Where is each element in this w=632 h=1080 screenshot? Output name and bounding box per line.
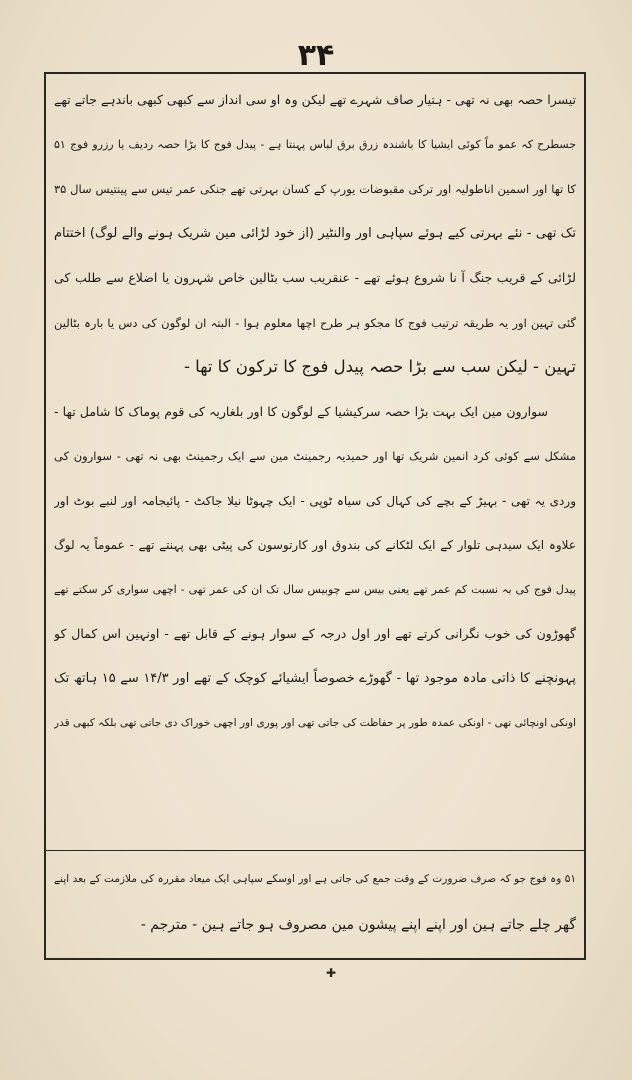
footnote-separator xyxy=(46,850,584,851)
page-number: ۳۴ xyxy=(297,38,335,73)
body-line: پہونچنے کا ذاتی مادہ موجود تھا - گھوڑے خصوصاً ایشیائے کوچک کے تھے اور ۱۴/۳ سے ۱۵ ہاتھ تک xyxy=(54,670,576,686)
footnote xyxy=(54,856,576,952)
body-line: گھوڑون کی خوب نگرانی کرتے تھے اور اول درجہ کے سوار ہونے کے قابل تھے - اونہین اس کمال کو xyxy=(54,626,576,641)
body-line: کا تھا اور اسمین اناطولیہ اور ترکی مقبوضات یورپ کے کسان بہرتی تھے جنکی عمر تیس سے پینتیس سال ۳۵ xyxy=(54,182,576,196)
body-line: تہین - لیکن سب سے بڑا حصہ پیدل فوج کا ترکون کا تھا - xyxy=(183,357,576,376)
body-line: جسطرح کہ عمو ماً کوئی ایشیا کا باشندہ زرق برق لباس پہنتا ہے - پیدل فوج کا بڑا حصہ ردیف یا رزرو فوج ۵۱ xyxy=(54,137,576,151)
footnote-line: گھر چلے جاتے ہین اور اپنے اپنے پیشون مین مصروف ہو جاتے ہین - مترجم - xyxy=(140,917,576,933)
body-line: علاوہ ایک سیدہی تلوار کے ایک لٹکانے کی بندوق اور کارتوسون کی پیٹی بھی پہنتے تھے - عموماً یہ لوگ xyxy=(54,538,576,552)
body-line: مشکل سے کوئی کرد انمین شریک تھا اور حمیدیہ رجمینٹ مین سے ایک رجمینٹ بھی نہ تھی - سوارون کی xyxy=(54,449,576,463)
footnote-line: ۵۱ وہ فوج جو کہ صرف ضرورت کے وقت جمع کی جاتی ہے اور اوسکے سپاہی ایک میعاد مقررہ کی ملازمت کے بعد اپنے xyxy=(54,873,576,885)
body-line: گئی تہین اور یہ طریقہ ترتیب فوج کا مجکو ہر طرح اچھا معلوم ہوا - البتہ ان لوگون کی دس یا بارہ بٹالین xyxy=(54,315,576,330)
body-line: وردی یہ تھی - بہیڑ کے بچے کی کہال کی سیاہ ٹوپی - ایک چہوٹا نیلا جاکٹ - پائیجامہ اور لنبے بوٹ اور xyxy=(54,493,576,508)
body-line: اونکی اونچائی تھی - اونکی عمدہ طور پر حفاظت کی جاتی تھی اور پوری اور اچھی خوراک دی جاتی تھی بلکہ کبھی قدر xyxy=(54,717,576,729)
body-line: لڑائی کے قریب جنگ آ نا شروع ہوئے تھے - عنقریب سب بٹالین خاص شہرون یا اضلاع سے طلب کی xyxy=(54,270,576,285)
body-line: پیدل فوج کی بہ نسبت کم عمر تھے یعنی بیس سے چوبیس سال تک ان کی عمر تھی - اچھی سواری کر سکتے تھے xyxy=(54,582,576,596)
text-frame xyxy=(44,72,586,960)
body-line: تک تھی - نئے بہرتی کیے ہوئے سپاہی اور والنٹیر (از خود لڑائی مین شریک ہونے والے لوگ) اختتام xyxy=(54,225,576,241)
body-line: تیسرا حصہ بھی نہ تھی - ہتیار صاف شہرے تھے لیکن وہ او سی انداز سے کبھی کبھی باندہے جاتے تھے xyxy=(54,92,576,107)
body-text xyxy=(54,78,576,848)
cross-mark-icon: ✚ xyxy=(326,966,337,980)
body-line: سوارون مین ایک بہت بڑا حصہ سرکیشیا کے لوگون کا اور بلغاریہ کی قوم پوماک کا شامل تھا - xyxy=(54,403,548,419)
